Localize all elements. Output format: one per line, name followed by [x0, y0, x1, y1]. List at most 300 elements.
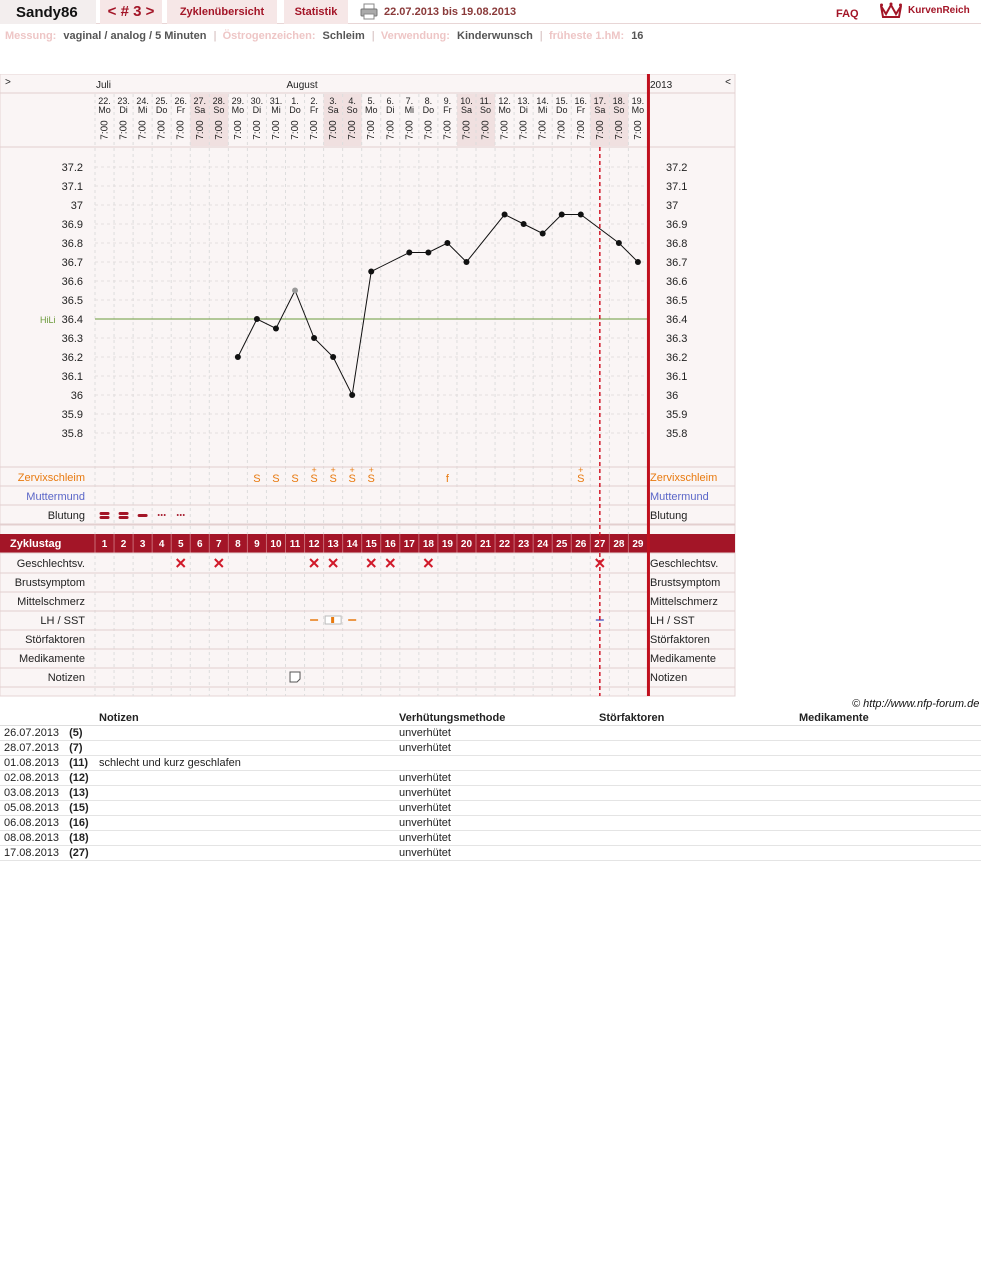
weekday-label: Sa [194, 105, 206, 115]
note-text [95, 741, 395, 756]
date-label: 10. [460, 96, 473, 106]
temperature-point-excluded [292, 288, 298, 294]
date-label: 26. [174, 96, 187, 106]
notes-row [0, 801, 981, 816]
weekday-label: Do [155, 105, 168, 115]
cycle-chart [0, 74, 740, 698]
date-range: 22.07.2013 bis 19.08.2013 [384, 6, 517, 18]
mucus-symbol: S [310, 473, 318, 485]
info-line: Messung: vaginal / analog / 5 Minuten | Östrogenzeichen: Schleim | Verwendung: Kinderwunsch | früheste 1.hM: 16 [5, 30, 644, 42]
header-blank [0, 711, 95, 726]
weekday-label: So [613, 105, 625, 115]
y-tick-right: 36 [666, 390, 679, 402]
bleeding-mark [100, 512, 110, 515]
notes-row [0, 786, 981, 801]
note-method: unverhütet [395, 741, 595, 756]
date-label: 13. [517, 96, 530, 106]
time-label: 7:00 [613, 120, 625, 140]
weekday-label: Mo [631, 105, 645, 115]
date-label: 18. [612, 96, 626, 106]
note-medication [795, 741, 981, 756]
date-label: 4. [348, 96, 356, 106]
cycle-day-number: 2 [120, 539, 127, 550]
measure-label: Messung: [5, 30, 57, 42]
breast-symptom-label-right: Brustsymptom [650, 577, 721, 589]
y-tick-left: 35.9 [61, 409, 83, 421]
note-cycle-day: (11) [69, 757, 89, 769]
header-method: Verhütungsmethode [395, 711, 595, 726]
note-date [0, 831, 95, 846]
mucus-plus: + [330, 465, 336, 475]
estrogen-label: Östrogenzeichen: [222, 30, 316, 42]
note-disturbances [595, 801, 795, 816]
note-date-text: 08.08.2013 [4, 832, 60, 844]
time-label: 7:00 [347, 120, 359, 140]
y-tick-left: 36.6 [61, 276, 83, 288]
time-label: 7:00 [194, 120, 206, 140]
y-tick-left: 36.9 [61, 219, 83, 231]
y-tick-right: 36.6 [666, 276, 688, 288]
bleeding-mark [119, 512, 129, 515]
notes-label-right: Notizen [650, 672, 688, 684]
cycle-day-number: 17 [403, 539, 415, 550]
time-label: 7:00 [156, 120, 168, 140]
cycle-day-number: 20 [460, 539, 473, 550]
y-tick-right: 36.1 [666, 371, 688, 383]
temperature-point [349, 392, 355, 398]
mucus-plus: + [368, 465, 374, 475]
y-tick-left: 35.8 [61, 428, 83, 440]
chart-nav-right[interactable]: < [725, 77, 731, 88]
notes-row [0, 771, 981, 786]
date-label: 27. [193, 96, 207, 106]
temperature-point [444, 240, 450, 246]
cycle-day-number: 26 [575, 539, 587, 550]
note-date [0, 756, 95, 771]
time-label: 7:00 [99, 120, 111, 140]
mucus-symbol: f [445, 473, 449, 485]
tab-statistics[interactable]: Statistik [284, 0, 348, 24]
time-label: 7:00 [518, 120, 530, 140]
copyright: © http://www.nfp-forum.de [852, 698, 980, 710]
bleeding-dot [158, 514, 160, 516]
weekday-label: Fr [576, 105, 586, 115]
notes-row [0, 846, 981, 861]
y-tick-left: 37.1 [61, 181, 83, 193]
y-tick-right: 36.7 [666, 257, 688, 269]
bleeding-mark [100, 516, 110, 519]
y-tick-right: 36.3 [666, 333, 688, 345]
note-date-text: 01.08.2013 [4, 757, 60, 769]
mucus-plus: + [349, 465, 355, 475]
note-date [0, 786, 95, 801]
date-label: 6. [386, 96, 395, 106]
bleeding-mark [119, 516, 129, 519]
bleeding-dot [161, 514, 163, 516]
disturbances-label: Störfaktoren [25, 634, 85, 646]
notes-table [0, 711, 981, 861]
time-label: 7:00 [537, 120, 549, 140]
mucus-symbol: S [367, 473, 375, 485]
bleeding-dot [177, 514, 179, 516]
notes-row [0, 741, 981, 756]
bleeding-dot [180, 514, 182, 516]
usage-value: Kinderwunsch [457, 30, 533, 42]
y-tick-right: 37.2 [666, 162, 688, 174]
weekday-label: Mi [271, 105, 281, 115]
note-disturbances [595, 786, 795, 801]
y-tick-left: 36.5 [61, 295, 83, 307]
note-disturbances [595, 816, 795, 831]
weekday-label: So [346, 105, 358, 115]
date-label: 7. [405, 96, 414, 106]
mucus-symbol: S [272, 473, 280, 485]
date-label: 29. [231, 96, 245, 106]
tab-cycle-overview[interactable]: Zyklenübersicht [167, 0, 277, 24]
note-cycle-day: (7) [69, 742, 83, 754]
note-date [0, 771, 95, 786]
y-tick-right: 36.2 [666, 352, 688, 364]
cycle-day-number: 1 [101, 539, 108, 550]
note-disturbances [595, 741, 795, 756]
time-label: 7:00 [328, 120, 340, 140]
note-text [95, 846, 395, 861]
note-cycle-day: (15) [69, 802, 89, 814]
y-tick-left: 37 [70, 200, 83, 212]
time-label: 7:00 [442, 120, 454, 140]
temperature-point [368, 269, 374, 275]
note-medication [795, 816, 981, 831]
temperature-point [578, 212, 584, 218]
cycle-day-number: 24 [537, 539, 549, 550]
note-text [95, 786, 395, 801]
y-tick-left: 36.2 [61, 352, 83, 364]
time-label: 7:00 [270, 120, 282, 140]
cycle-day-number: 18 [422, 539, 434, 550]
temperature-point [254, 316, 260, 322]
weekday-label: Fr [443, 105, 452, 115]
bleeding-dot [183, 514, 185, 516]
note-medication [795, 756, 981, 771]
notes-row [0, 756, 981, 771]
notes-header-row [0, 711, 981, 726]
cycle-day-number: 28 [613, 539, 625, 550]
temperature-point [273, 326, 279, 332]
date-label: 15. [555, 96, 568, 106]
weekday-label: Fr [309, 105, 319, 115]
weekday-label: Do [555, 105, 568, 115]
temperature-point [502, 212, 508, 218]
cervical-mucus-label: Zervixschleim [17, 472, 85, 484]
note-method: unverhütet [395, 831, 595, 846]
username: Sandy86 [0, 0, 96, 24]
month-label: Juli [96, 80, 112, 91]
chart-nav-left[interactable]: > [5, 77, 11, 88]
note-medication [795, 726, 981, 741]
note-disturbances [595, 771, 795, 786]
temperature-point [616, 240, 622, 246]
cervix-label: Muttermund [26, 491, 85, 503]
earliest-hm-value: 16 [631, 30, 644, 42]
note-cycle-day: (16) [69, 817, 89, 829]
note-date [0, 801, 95, 816]
note-medication [795, 846, 981, 861]
weekday-label: Mi [537, 105, 548, 115]
bleeding-label: Blutung [47, 510, 85, 522]
y-tick-right: 36.8 [666, 238, 688, 250]
temperature-point [521, 221, 527, 227]
note-text: schlecht und kurz geschlafen [95, 756, 395, 771]
note-date [0, 846, 95, 861]
mucus-symbol: S [291, 473, 299, 485]
cycle-day-number: 14 [346, 539, 358, 550]
y-tick-left: 36.7 [61, 257, 83, 269]
date-label: 12. [498, 96, 511, 106]
note-medication [795, 786, 981, 801]
temperature-point [559, 212, 565, 218]
note-method: unverhütet [395, 786, 595, 801]
cycle-day-number: 22 [499, 539, 511, 550]
temperature-point [425, 250, 431, 256]
time-label: 7:00 [137, 120, 149, 140]
notes-row [0, 726, 981, 741]
note-disturbances [595, 726, 795, 741]
y-tick-right: 35.9 [666, 409, 688, 421]
header-notes: Notizen [95, 711, 395, 726]
mucus-plus: + [578, 465, 584, 475]
weekday-label: Sa [327, 105, 339, 115]
y-tick-left: 36.1 [61, 371, 83, 383]
weekday-label: Mo [98, 105, 111, 115]
temperature-point [540, 231, 546, 237]
cycle-day-number: 25 [556, 539, 568, 550]
date-label: 30. [250, 96, 264, 106]
y-tick-right: 36.9 [666, 219, 688, 231]
bleeding-dot [164, 514, 166, 516]
time-label: 7:00 [290, 120, 302, 140]
disturbances-label-right: Störfaktoren [650, 634, 710, 646]
notes-row [0, 816, 981, 831]
note-date [0, 816, 95, 831]
mucus-symbol: S [329, 473, 337, 485]
y-tick-right: 37.1 [666, 181, 688, 193]
medication-label: Medikamente [18, 653, 85, 665]
y-tick-right: 37 [666, 200, 679, 212]
time-label: 7:00 [556, 120, 568, 140]
note-method: unverhütet [395, 801, 595, 816]
bleeding-mark [138, 514, 148, 517]
cycle-day-number: 3 [139, 539, 146, 550]
mittelschmerz-label: Mittelschmerz [17, 596, 85, 608]
y-tick-left: 37.2 [61, 162, 83, 174]
cycle-nav[interactable]: < # 3 > [100, 0, 162, 24]
date-label: 3. [329, 96, 337, 106]
cycle-day-number: 4 [158, 539, 165, 550]
time-label: 7:00 [461, 120, 473, 140]
note-cycle-day: (13) [69, 787, 89, 799]
estrogen-value: Schleim [322, 30, 365, 42]
date-label: 28. [212, 96, 226, 106]
date-label: 1. [291, 96, 299, 106]
date-label: 24. [136, 96, 149, 106]
y-tick-right: 36.4 [666, 314, 688, 326]
note-date [0, 726, 95, 741]
time-label: 7:00 [175, 120, 187, 140]
cycle-day-number: 27 [594, 539, 606, 550]
note-text [95, 831, 395, 846]
note-cycle-day: (27) [69, 847, 89, 859]
lh-test-label: LH / SST [40, 615, 85, 627]
date-label: 2. [310, 96, 318, 106]
bleeding-label-right: Blutung [650, 510, 688, 522]
note-medication [795, 771, 981, 786]
cycle-day-number: 9 [254, 539, 260, 550]
weekday-label: Do [289, 105, 301, 115]
notes-row [0, 831, 981, 846]
crown-icon [880, 2, 902, 18]
y-tick-left: 36.8 [61, 238, 83, 250]
cycle-day-number: 23 [518, 539, 530, 550]
cycle-day-label: Zyklustag [10, 538, 62, 550]
note-text [95, 801, 395, 816]
y-tick-right: 35.8 [666, 428, 688, 440]
usage-label: Verwendung: [380, 30, 450, 42]
note-date-text: 03.08.2013 [4, 787, 60, 799]
cycle-day-number: 21 [479, 539, 492, 550]
weekday-label: Mo [231, 105, 245, 115]
note-medication [795, 831, 981, 846]
cycle-day-number: 8 [235, 539, 241, 550]
date-label: 11. [479, 96, 492, 106]
note-text [95, 726, 395, 741]
time-label: 7:00 [118, 120, 130, 140]
header-medication: Medikamente [795, 711, 981, 726]
weekday-label: Mi [404, 105, 415, 115]
hili-label: HiLi [40, 315, 56, 325]
note-method: unverhütet [395, 726, 595, 741]
top-bar [0, 0, 981, 24]
date-label: 23. [117, 96, 130, 106]
weekday-label: Di [252, 105, 262, 115]
cycle-day-number: 19 [441, 539, 453, 550]
note-disturbances [595, 756, 795, 771]
temperature-point [235, 354, 241, 360]
note-method [395, 756, 595, 771]
cycle-day-number: 7 [216, 539, 222, 550]
date-label: 14. [536, 96, 549, 106]
note-date-text: 26.07.2013 [4, 727, 60, 739]
weekday-label: Sa [460, 105, 472, 115]
date-label: 31. [269, 96, 283, 106]
cycle-day-number: 29 [632, 539, 644, 550]
note-method: unverhütet [395, 771, 595, 786]
brand-logo[interactable] [880, 2, 970, 18]
time-label: 7:00 [213, 120, 225, 140]
cycle-day-number: 12 [308, 539, 320, 550]
weekday-label: Fr [176, 105, 185, 115]
note-medication [795, 801, 981, 816]
intercourse-label-right: Geschlechtsv. [650, 558, 719, 570]
cycle-day-number: 15 [365, 539, 377, 550]
brand-name: KurvenReich [908, 4, 970, 16]
time-label: 7:00 [499, 120, 511, 140]
date-label: 25. [155, 96, 168, 106]
mittelschmerz-label-right: Mittelschmerz [650, 596, 718, 608]
weekday-label: Mi [137, 105, 148, 115]
lh-test-line [331, 617, 334, 623]
mucus-symbol: S [348, 473, 356, 485]
time-label: 7:00 [251, 120, 263, 140]
cycle-day-number: 13 [327, 539, 339, 550]
weekday-label: Mo [498, 105, 511, 115]
lh-test-label-right: LH / SST [650, 615, 695, 627]
weekday-label: Di [386, 105, 395, 115]
y-tick-left: 36.3 [61, 333, 83, 345]
note-icon [290, 672, 300, 682]
note-date-text: 05.08.2013 [4, 802, 60, 814]
temperature-point [635, 259, 641, 265]
temperature-point [311, 335, 317, 341]
cervical-mucus-label-right: Zervixschleim [650, 472, 718, 484]
notes-label: Notizen [47, 672, 85, 684]
note-date-text: 06.08.2013 [4, 817, 60, 829]
note-disturbances [595, 846, 795, 861]
printer-icon[interactable] [360, 3, 378, 20]
y-tick-left: 36.4 [61, 314, 83, 326]
y-tick-left: 36 [70, 390, 83, 402]
time-label: 7:00 [366, 120, 378, 140]
cycle-day-number: 5 [177, 539, 184, 550]
time-label: 7:00 [575, 120, 587, 140]
date-label: 16. [574, 96, 588, 106]
note-cycle-day: (18) [69, 832, 89, 844]
mucus-plus: + [311, 465, 317, 475]
date-label: 17. [593, 96, 607, 106]
date-label: 19. [631, 96, 645, 106]
y-tick-right: 36.5 [666, 295, 688, 307]
faq-link[interactable]: FAQ [836, 8, 859, 20]
time-label: 7:00 [594, 120, 606, 140]
note-date-text: 17.08.2013 [4, 847, 60, 859]
weekday-label: Do [422, 105, 435, 115]
date-label: 9. [443, 96, 452, 106]
earliest-hm-label: früheste 1.hM: [548, 30, 625, 42]
note-date-text: 02.08.2013 [4, 772, 60, 784]
time-label: 7:00 [385, 120, 397, 140]
weekday-label: Mo [364, 105, 378, 115]
note-text [95, 816, 395, 831]
cervix-label-right: Muttermund [650, 491, 709, 503]
date-label: 5. [367, 96, 375, 106]
note-disturbances [595, 831, 795, 846]
time-label: 7:00 [404, 120, 416, 140]
time-label: 7:00 [480, 120, 492, 140]
note-method: unverhütet [395, 816, 595, 831]
breast-symptom-label: Brustsymptom [14, 577, 85, 589]
note-cycle-day: (5) [69, 727, 83, 739]
date-label: 8. [424, 96, 433, 106]
weekday-label: So [213, 105, 225, 115]
note-text [95, 771, 395, 786]
temperature-point [463, 259, 469, 265]
note-date [0, 741, 95, 756]
cycle-day-number: 6 [196, 539, 203, 550]
time-label: 7:00 [309, 120, 321, 140]
note-method: unverhütet [395, 846, 595, 861]
notes-body [0, 726, 981, 861]
cycle-day-number: 16 [384, 539, 396, 550]
weekday-label: Sa [594, 105, 606, 115]
